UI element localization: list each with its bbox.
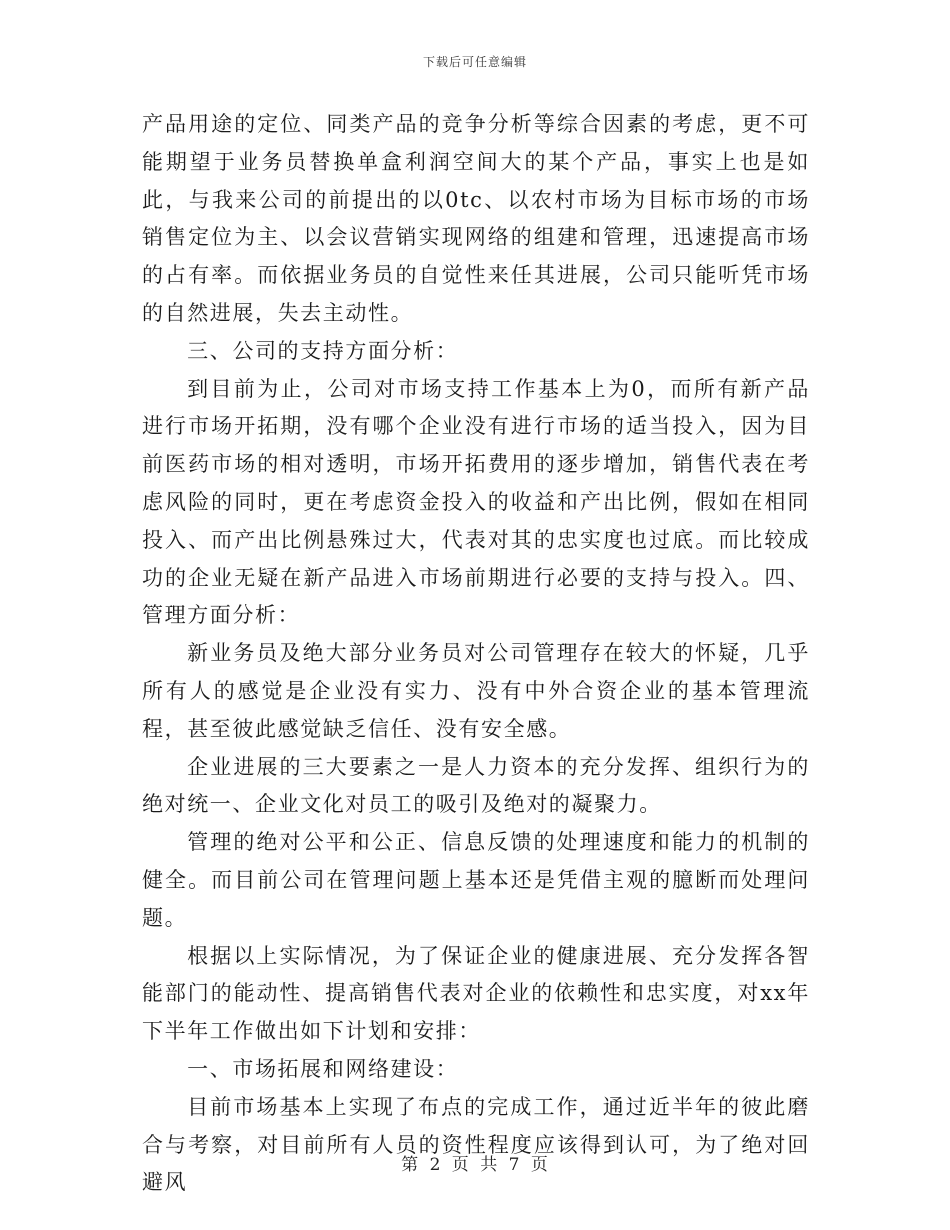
page-number-footer: 第 2 页 共 7 页 (401, 1155, 549, 1175)
paragraph-9: 目前市场基本上实现了布点的完成工作，通过近半年的彼此磨合与考察，对目前所有人员的资性程度应该得到认可，为了绝对回避风 (142, 1094, 810, 1195)
section-heading-3: 三、公司的支持方面分析： (187, 338, 459, 363)
paragraph-1: 产品用途的定位、同类产品的竞争分析等综合因素的考虑，更不可能期望于业务员替换单盒利润空间大的某个产品，事实上也是如此，与我来公司的前提出的以0tc、以农村市场为目标市场的市场销售定位为主、以会议营销实现网络的组建和管理，迅速提高市场的占有率。而依据业务员的自觉性来任其进展，公司只能听凭市场的自然进展，失去主动性。 (142, 112, 810, 325)
section-heading-1: 一、市场拓展和网络建设： (187, 1056, 459, 1081)
paragraph-3: 到目前为止，公司对市场支持工作基本上为0，而所有新产品进行市场开拓期，没有哪个企业没有进行市场的适当投入，因为目前医药市场的相对透明，市场开拓费用的逐步增加，销售代表在考虑风险的同时，更在考虑资金投入的收益和产出比例，假如在相同投入、而产出比例悬殊过大，代表对其的忠实度也过底。而比较成功的企业无疑在新产品进入市场前期进行必要的支持与投入。四、管理方面分析： (142, 376, 810, 628)
page-header: 下载后可任意编辑 (422, 55, 527, 69)
paragraph-5: 企业进展的三大要素之一是人力资本的充分发挥、组织行为的绝对统一、企业文化对员工的吸引及绝对的凝聚力。 (142, 754, 810, 817)
paragraph-7: 根据以上实际情况，为了保证企业的健康进展、充分发挥各智能部门的能动性、提高销售代表对企业的依赖性和忠实度，对xx年下半年工作做出如下计划和安排： (142, 943, 810, 1044)
paragraph-6: 管理的绝对公平和公正、信息反馈的处理速度和能力的机制的健全。而目前公司在管理问题上基本还是凭借主观的臆断而处理问题。 (142, 830, 810, 930)
paragraph-4: 新业务员及绝大部分业务员对公司管理存在较大的怀疑，几乎所有人的感觉是企业没有实力、没有中外合资企业的基本管理流程，甚至彼此感觉缺乏信任、没有安全感。 (142, 641, 810, 741)
document-body (142, 106, 810, 1202)
